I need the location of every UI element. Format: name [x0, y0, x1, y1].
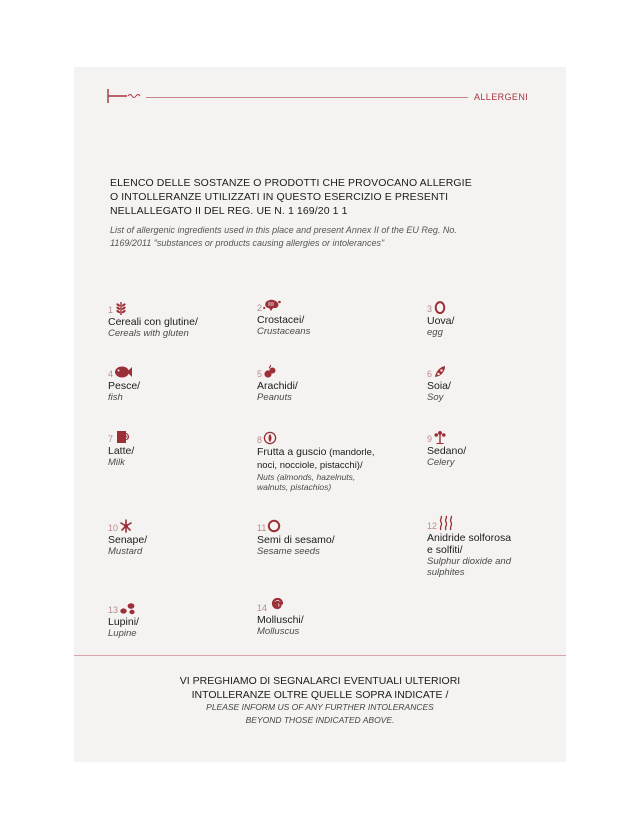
allergen-name: Sedano/ [427, 445, 467, 457]
allergen-name: Cereali con glutine/ [108, 316, 198, 328]
allergen-number: 9 [427, 434, 433, 444]
fish-icon [114, 365, 132, 379]
allergen-item-2 [257, 293, 407, 337]
allergen-name-en: Sulphur dioxide and sulphites [427, 556, 511, 578]
sulphite-icon [438, 515, 454, 531]
header-rule [146, 97, 468, 98]
allergen-name: Latte/ [108, 445, 135, 457]
mollusc-icon [268, 597, 284, 613]
allergen-name: Arachidi/ [257, 380, 298, 392]
allergen-name: Pesce/ [108, 380, 141, 392]
allergen-name-en: Molluscus [257, 626, 300, 637]
footer-notice-en: PLEASE INFORM US OF ANY FURTHER INTOLERANCES BEYOND THOSE INDICATED ABOVE. [206, 702, 434, 725]
allergen-name-en: Crustaceans [257, 326, 311, 337]
allergen-name-en: Nuts (almonds, hazelnuts, walnuts, pistachios) [257, 472, 356, 492]
allergen-item-3 [427, 294, 577, 338]
soy-icon [433, 365, 447, 379]
allergen-number: 14 [257, 603, 268, 613]
allergen-name: Lupini/ [108, 616, 139, 628]
allergen-item-5 [257, 359, 407, 403]
allergen-number: 6 [427, 369, 433, 379]
allergen-name-en: Lupine [108, 628, 137, 639]
allergen-name: Semi di sesamo/ [257, 534, 335, 546]
egg-icon [433, 300, 447, 314]
allergen-name-en: Mustard [108, 546, 143, 557]
nut-icon [263, 431, 277, 445]
allergen-name-en: Milk [108, 457, 125, 468]
allergen-item-6 [427, 359, 577, 403]
allergen-name-en: Soy [427, 392, 444, 403]
allergen-name: Senape/ [108, 534, 148, 546]
allergen-name: Frutta a guscio (mandorle, noci, nocciole, pistacchi)/ [257, 446, 375, 471]
allergen-name: Anidride solforosa e solfiti/ [427, 532, 512, 556]
header-ornament-icon [107, 88, 143, 104]
milk-jug-icon [114, 428, 130, 444]
peanut-icon [263, 365, 277, 379]
allergen-number: 11 [257, 523, 267, 533]
page-subtitle: List of allergenic ingredients used in this place and present Annex II of the EU Reg. No. 1169/2011 "substances or products causing allergies or intolerances" [110, 225, 457, 248]
footer-rule [74, 655, 566, 656]
allergen-number: 10 [108, 523, 119, 533]
allergen-name: Molluschi/ [257, 614, 304, 626]
allergen-number: 1 [108, 305, 114, 315]
wheat-icon [114, 301, 128, 315]
allergen-name-en: Cereals with gluten [108, 328, 189, 339]
section-label: ALLERGENI [474, 92, 529, 102]
sesame-icon [267, 519, 281, 533]
allergen-name-en: egg [427, 327, 443, 338]
allergen-number: 13 [108, 605, 119, 615]
allergen-item-12 [427, 511, 577, 578]
celery-icon [433, 430, 447, 444]
mustard-icon [119, 519, 133, 533]
allergen-name-en: Celery [427, 457, 455, 468]
allergen-item-9 [427, 424, 577, 468]
allergen-number: 5 [257, 369, 263, 379]
allergen-number: 3 [427, 304, 433, 314]
lupin-icon [119, 601, 137, 615]
allergen-name: Uova/ [427, 315, 455, 327]
allergen-item-1 [108, 295, 258, 339]
allergen-number: 8 [257, 435, 263, 445]
allergen-number: 12 [427, 521, 438, 531]
allergen-name: Soia/ [427, 380, 451, 392]
allergen-item-8 [257, 425, 427, 492]
crustacean-icon [263, 299, 281, 313]
allergen-item-11 [257, 513, 407, 557]
allergen-item-7 [108, 424, 258, 468]
allergen-name-en: fish [108, 392, 123, 403]
allergen-name: Crostacei/ [257, 314, 305, 326]
allergen-number: 4 [108, 369, 114, 379]
allergen-name-en: Peanuts [257, 392, 292, 403]
allergen-item-4 [108, 359, 258, 403]
allergen-name-en: Sesame seeds [257, 546, 320, 557]
allergen-number: 2 [257, 303, 263, 313]
allergen-item-13 [108, 595, 258, 639]
allergen-number: 7 [108, 434, 114, 444]
allergen-item-10 [108, 513, 258, 557]
allergen-item-14 [257, 593, 407, 637]
page-title: ELENCO DELLE SOSTANZE O PRODOTTI CHE PROVOCANO ALLERGIE O INTOLLERANZE UTILIZZATI IN QUESTO ESERCIZIO E PRESENTI NELLALLEGATO II DEL REG. UE N. 1 169/20 1 1 [110, 177, 472, 217]
allergen-sheet [74, 67, 566, 762]
footer-notice: VI PREGHIAMO DI SEGNALARCI EVENTUALI ULTERIORI INTOLLERANZE OLTRE QUELLE SOPRA INDICATE / [179, 675, 461, 701]
